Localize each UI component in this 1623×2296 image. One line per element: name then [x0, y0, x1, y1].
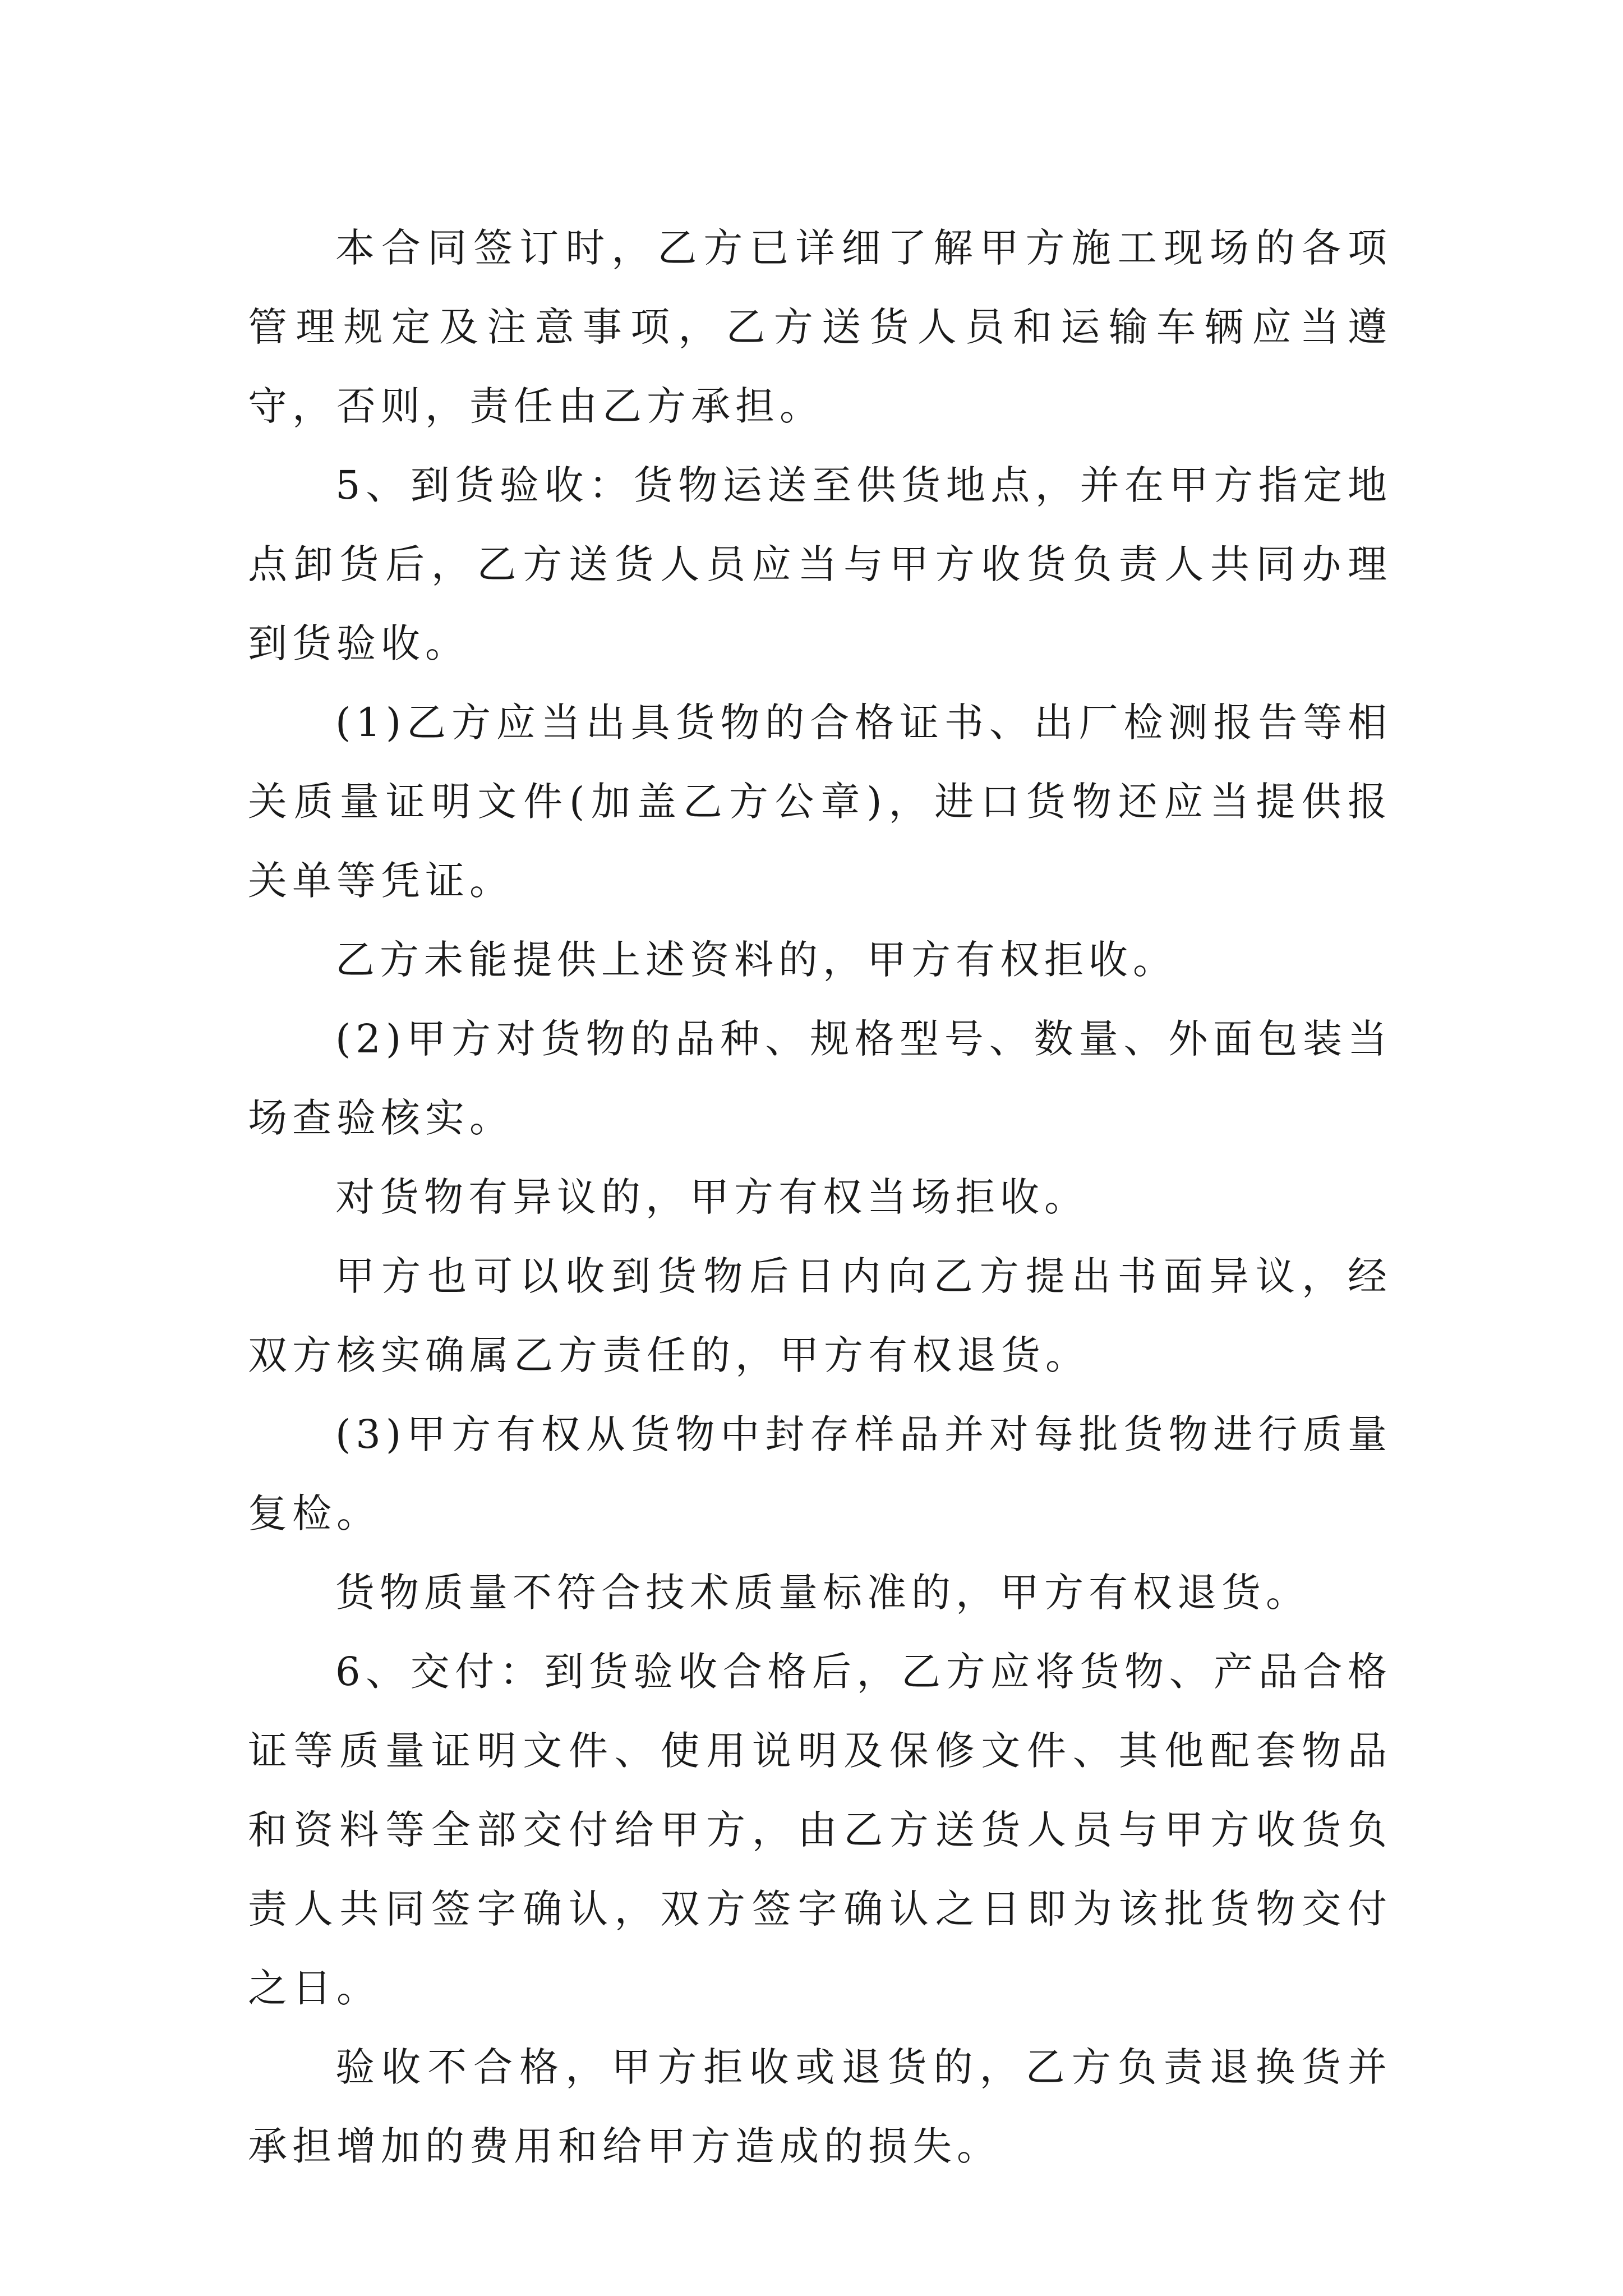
paragraph-onsite-check: (2)甲方对货物的品种、规格型号、数量、外面包装当场查验核实。	[248, 1016, 1392, 1141]
paragraph-delivery-inspection: 5、到货验收：货物运送至供货地点，并在甲方指定地点卸货后，乙方送货人员应当与甲方收货负责人共同办理到货验收。	[248, 462, 1392, 666]
paragraph-refuse-missing-docs: 乙方未能提供上述资料的，甲方有权拒收。	[335, 937, 1177, 983]
paragraph-sample-recheck: (3)甲方有权从货物中封存样品并对每批货物进行质量复检。	[248, 1411, 1392, 1536]
paragraph-quality-return: 货物质量不符合技术质量标准的，甲方有权退货。	[335, 1570, 1310, 1616]
document-body	[248, 209, 1392, 2186]
paragraph-rejection-costs: 验收不合格，甲方拒收或退货的，乙方负责退换货并承担增加的费用和给甲方造成的损失。	[248, 2044, 1392, 2169]
paragraph-handover: 6、交付：到货验收合格后，乙方应将货物、产品合格证等质量证明文件、使用说明及保修文件、其他配套物品和资料等全部交付给甲方，由乙方送货人员与甲方收货负责人共同签字确认，双方签字确认之日即为该批货物交付之日。	[248, 1649, 1392, 2011]
paragraph-onsite-refusal: 对货物有异议的，甲方有权当场拒收。	[335, 1174, 1089, 1220]
paragraph-site-rules: 本合同签订时，乙方已详细了解甲方施工现场的各项管理规定及注意事项，乙方送货人员和运输车辆应当遵守，否则，责任由乙方承担。	[248, 225, 1392, 429]
paragraph-certificates: (1)乙方应当出具货物的合格证书、出厂检测报告等相关质量证明文件(加盖乙方公章)，进口货物还应当提供报关单等凭证。	[248, 700, 1392, 904]
paragraph-written-objection: 甲方也可以收到货物后日内向乙方提出书面异议，经双方核实确属乙方责任的，甲方有权退货。	[248, 1253, 1392, 1378]
